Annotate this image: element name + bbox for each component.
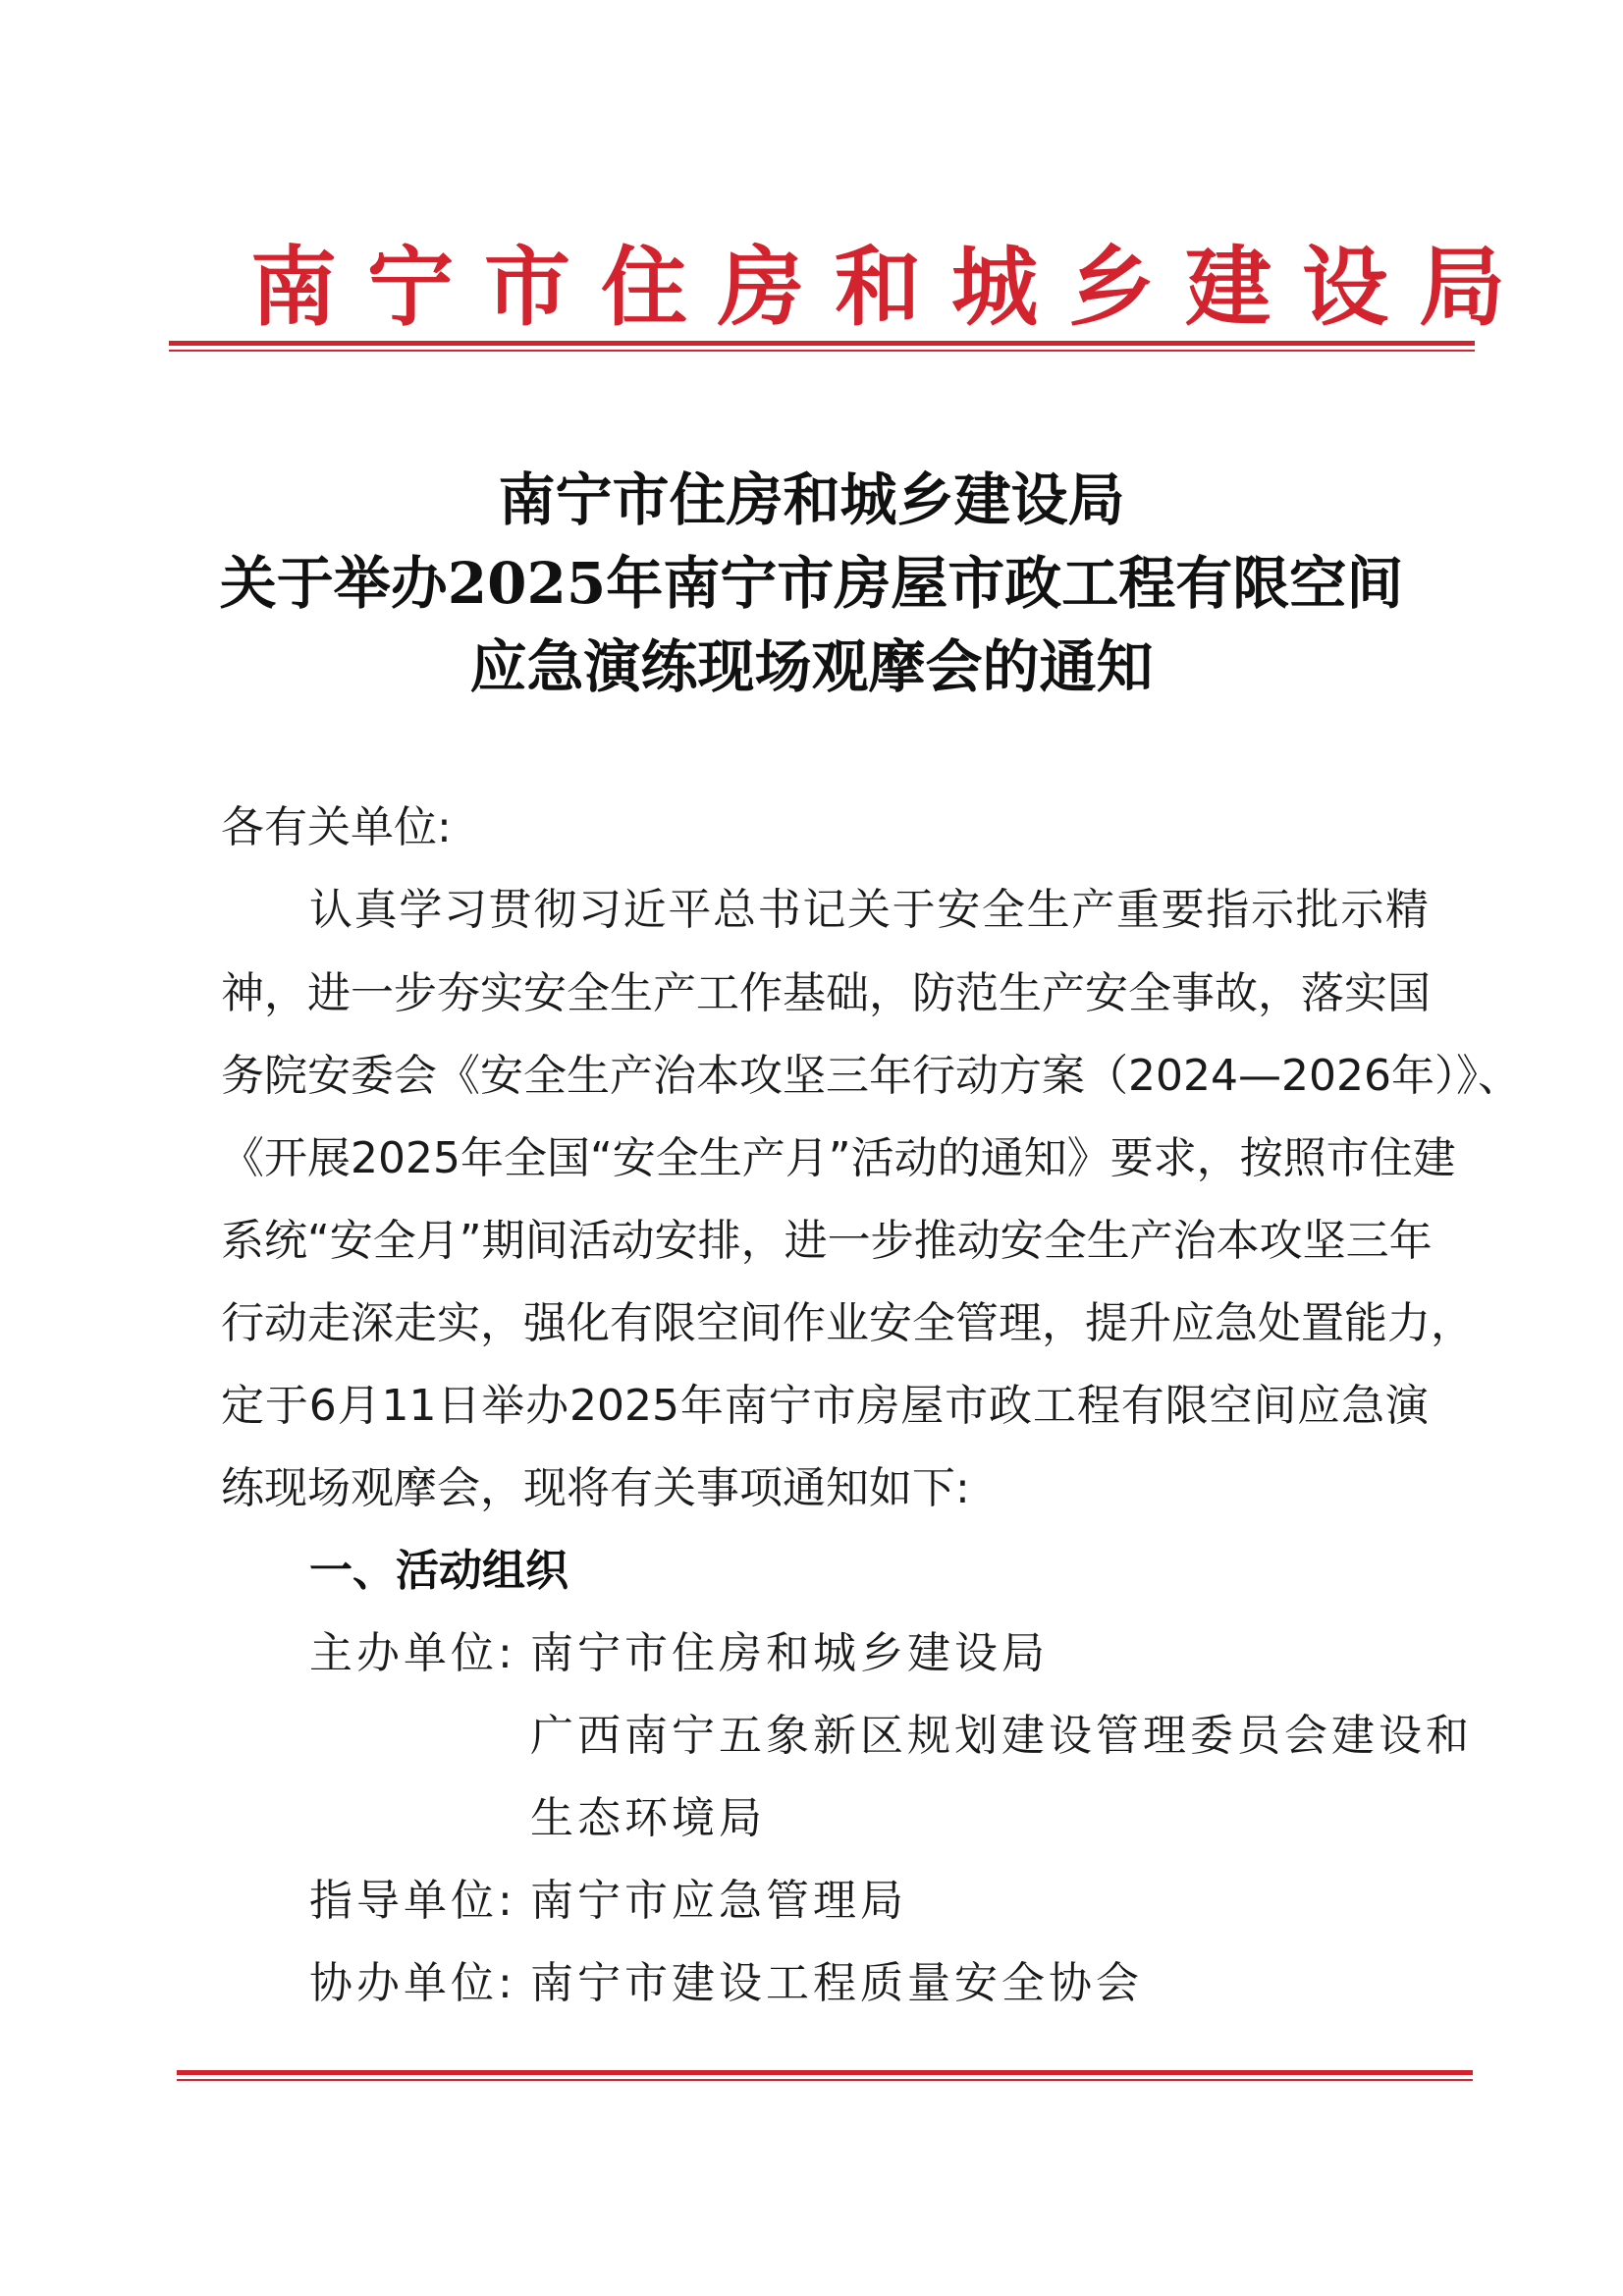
paragraph-line: 练现场观摩会，现将有关事项通知如下: (221, 1463, 970, 1513)
paragraph-line: 认真学习贯彻习近平总书记关于安全生产重要指示批示精 (309, 885, 1429, 935)
header-rule-thin (169, 350, 1475, 352)
footer-rule-thick (177, 2070, 1473, 2075)
footer-rule-thin (177, 2079, 1473, 2081)
document-title-line-3: 应急演练现场观摩会的通知 (469, 633, 1154, 700)
paragraph-line: 《开展2025年全国“安全生产月”活动的通知》要求，按照市住建 (221, 1133, 1456, 1183)
document-title-line-1: 南宁市住房和城乡建设局 (498, 466, 1125, 533)
paragraph-line: 系统“安全月”期间活动安排，进一步推动安全生产治本攻坚三年 (221, 1216, 1433, 1266)
organizer-value: 南宁市住房和城乡建设局 (530, 1628, 1049, 1678)
header-red-rule (169, 341, 1475, 352)
paragraph-line: 定于6月11日举办2025年南宁市房屋市政工程有限空间应急演 (221, 1381, 1429, 1431)
issuer-header: 南宁市住房和城乡建设局 (250, 236, 1537, 338)
organizer-label: 主办单位: (309, 1628, 516, 1678)
co-organizer-label: 协办单位: (309, 1958, 516, 2008)
co-organizer-value: 南宁市建设工程质量安全协会 (530, 1958, 1143, 2008)
salutation: 各有关单位: (221, 802, 452, 852)
paragraph-line: 行动走深走实，强化有限空间作业安全管理，提升应急处置能力， (221, 1298, 1474, 1348)
header-rule-thick (169, 341, 1475, 346)
paragraph-line: 神，进一步夯实安全生产工作基础，防范生产安全事故，落实国 (221, 968, 1431, 1018)
guide-value: 南宁市应急管理局 (530, 1876, 907, 1926)
document-title-line-2: 关于举办2025年南宁市房屋市政工程有限空间 (219, 550, 1404, 617)
paragraph-line: 务院安委会《安全生产治本攻坚三年行动方案（2024—2026年）》、 (221, 1051, 1521, 1101)
guide-label: 指导单位: (309, 1876, 516, 1926)
organizer-value: 生态环境局 (530, 1793, 766, 1843)
organizer-value: 广西南宁五象新区规划建设管理委员会建设和 (530, 1711, 1473, 1761)
section-heading: 一、活动组织 (309, 1546, 568, 1596)
footer-red-rule (177, 2070, 1473, 2081)
